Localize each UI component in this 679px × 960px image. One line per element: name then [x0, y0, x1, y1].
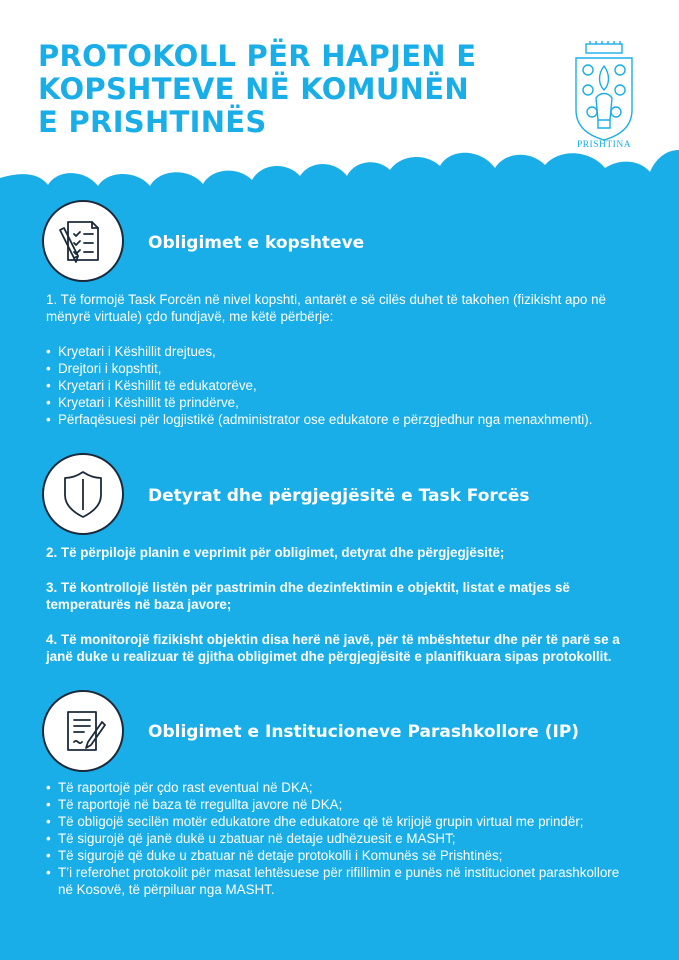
section-1-intro: 1. Të formojë Task Forcën në nivel kopshti, antarët e së cilës duhet të takohen (fizikisht apo në mënyrë virtuale) çdo fundjavë, me këtë përbërje:	[46, 292, 606, 324]
logo-text: PRISHTINA	[576, 140, 632, 150]
section-1-icon-badge	[42, 200, 124, 282]
section-3-title: Obligimet e Institucioneve Parashkollore (IP)	[148, 722, 580, 742]
list-item: • Të sigurojë që janë dukë u zbatuar në detaje udhëzuesit e MASHT;	[46, 830, 626, 847]
page-title	[38, 40, 558, 139]
list-item: • Të raportojë në baza të rregullta javore në DKA;	[46, 796, 626, 813]
section-1-title: Obligimet e kopshteve	[148, 233, 365, 253]
checklist-icon	[44, 202, 122, 280]
header	[0, 0, 679, 215]
title-line-1: PROTOKOLL PËR HAPJEN E	[38, 39, 477, 73]
title-line-3: E PRISHTINËS	[38, 105, 267, 139]
list-item: • Përfaqësuesi për logjistikë (administrator ose edukatore e përzgjedhur nga menaxhmenti).	[46, 411, 606, 428]
title-line-2: KOPSHTEVE NË KOMUNËN	[38, 72, 469, 106]
list-item: • T’i referohet protokolit për masat lehtësuese për rifillimin e punës në institucionet parashkollore në Kosovë, të përpiluar nga MASHT.	[46, 864, 626, 898]
list-item: • Drejtori i kopshtit,	[46, 360, 606, 377]
list-item: • Kryetari i Këshillit drejtues,	[46, 343, 606, 360]
section-2-paragraph-1: 2. Të përpilojë planin e veprimit për obligimet, detyrat dhe përgjegjësitë;	[46, 545, 505, 560]
section-1-list	[46, 343, 606, 428]
shield-icon	[44, 455, 122, 533]
document-signing-icon	[44, 692, 122, 770]
list-item: • Të raportojë për çdo rast eventual në DKA;	[46, 779, 626, 796]
section-2-icon-badge	[42, 453, 124, 535]
list-item: • Të sigurojë që duke u zbatuar në detaje protokolli i Komunës së Prishtinës;	[46, 847, 626, 864]
section-3-icon-badge	[42, 690, 124, 772]
section-2-title: Detyrat dhe përgjegjësitë e Task Forcës	[148, 486, 530, 506]
list-item: • Të obligojë secilën motër edukatore dhe edukatore që të krijojë grupin virtual me prindër;	[46, 813, 626, 830]
list-item: • Kryetari i Këshillit të edukatorëve,	[46, 377, 606, 394]
section-2-paragraph-2: 3. Të kontrollojë listën për pastrimin dhe dezinfektimin e objektit, listat e matjes së temperaturës në baza javore;	[46, 580, 570, 612]
list-item: • Kryetari i Këshillit të prindërve,	[46, 394, 606, 411]
section-2-paragraph-3: 4. Të monitorojë fizikisht objektin disa herë në javë, për të mbështetur dhe për të parë se a janë duke u realizuar të gjitha obligimet dhe përgjegjësitë e planifikuara sipas protokollit.	[46, 632, 620, 664]
section-3-list	[46, 779, 626, 898]
